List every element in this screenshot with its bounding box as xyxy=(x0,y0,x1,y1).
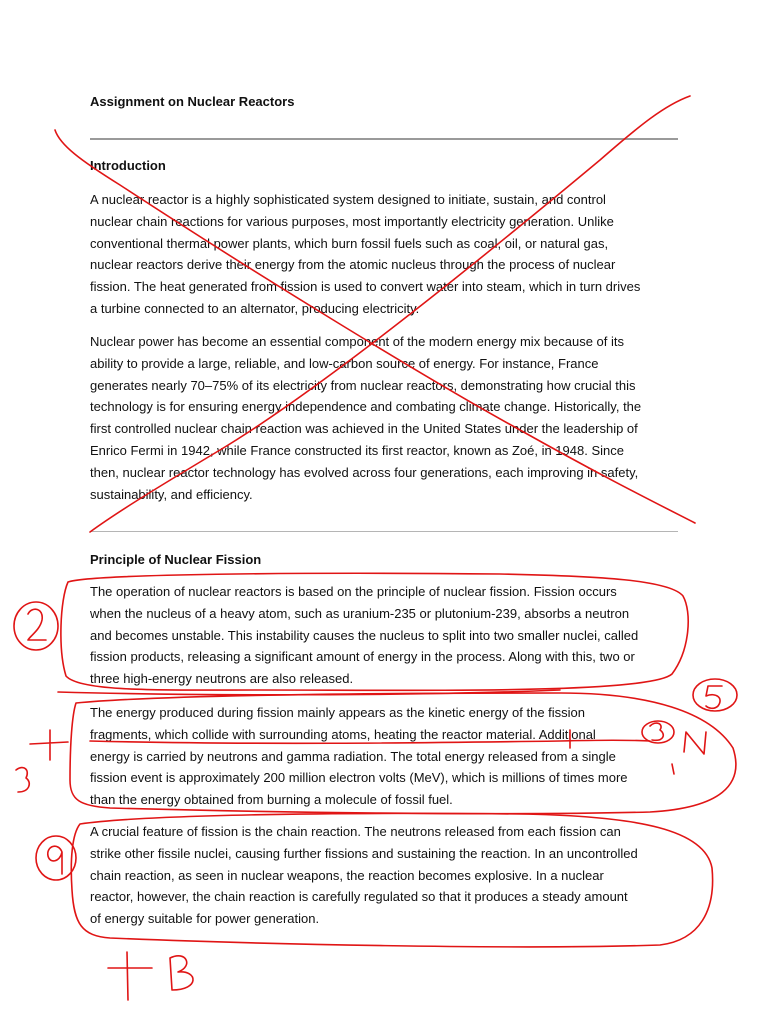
text-line: first controlled nuclear chain reaction was achieved in the United States under the leadership of xyxy=(90,421,638,437)
letter-n xyxy=(684,732,706,754)
text-line: nuclear reactors derive their energy from the atomic nucleus through the process of nuclear xyxy=(90,257,616,273)
text-line: fission. The heat generated from fission is used to convert water into steam, which in turn drives xyxy=(90,279,641,295)
principle-paragraph-1 xyxy=(90,581,682,690)
text-line: and becomes unstable. This instability causes the nucleus to split into two smaller nuclei, called xyxy=(90,627,639,643)
text-line: fragments, which collide with surrounding atoms, heating the reactor material. Additional xyxy=(90,726,596,742)
text-line: when the nucleus of a heavy atom, such as uranium-235 or plutonium-239, absorbs a neutron xyxy=(90,605,630,621)
text-line: reactor, however, the chain reaction is carefully regulated so that it produces a steady amount xyxy=(90,889,628,905)
text-line: A nuclear reactor is a highly sophisticated system designed to initiate, sustain, and control xyxy=(90,192,606,207)
text-line: conventional thermal power plants, which burn fossil fuels such as coal, oil, or natural gas, xyxy=(90,235,609,251)
text-line: three high-energy neutrons are also released. xyxy=(90,671,354,687)
text-line: then, nuclear reactor technology has evolved across four generations, each improving in safety, xyxy=(90,464,639,480)
text-line: of energy suitable for power generation. xyxy=(90,911,320,927)
text-line: The energy produced during fission mainly appears as the kinetic energy of the fission xyxy=(90,705,586,720)
text-line: A crucial feature of fission is the chain reaction. The neutrons released from each fission can xyxy=(90,824,621,839)
text-line: generates nearly 70–75% of its electricity from nuclear reactors, demonstrating how crucial this xyxy=(90,377,636,393)
circle-mark-3 xyxy=(693,679,737,711)
principle-paragraph-2 xyxy=(90,702,682,811)
digit-five xyxy=(706,686,722,708)
text-line: a turbine connected to an alternator, producing electricity. xyxy=(90,300,420,316)
circle-mark-2 xyxy=(36,836,76,880)
text-line: fission products, releasing a significant amount of energy in the process. Along with this, two or xyxy=(90,649,635,665)
digit-three-1 xyxy=(16,768,29,792)
text-line: ability to provide a large, reliable, and low-carbon source of energy. For instance, France xyxy=(90,355,599,371)
text-line: energy is carried by neutrons and gamma radiation. The total energy released from a single xyxy=(90,748,616,764)
text-line: nuclear chain reactions for various purposes, most importantly electricity generation. Unlike xyxy=(90,213,614,229)
section-divider xyxy=(90,531,678,532)
document-title: Assignment on Nuclear Reactors xyxy=(90,94,295,109)
plus-mark-1 xyxy=(30,730,68,760)
principle-paragraph-3 xyxy=(90,821,682,930)
title-divider xyxy=(90,138,678,140)
text-line: sustainability, and efficiency. xyxy=(90,486,253,502)
text-line: technology is for ensuring energy independence and combating climate change. Historically, the xyxy=(90,399,642,415)
text-line: Enrico Fermi in 1942, while France constructed its first reactor, known as Zoé, in 1948. Since xyxy=(90,442,624,458)
divider-stroke xyxy=(58,690,560,695)
digit-nine xyxy=(48,846,62,874)
plus-mark-2 xyxy=(108,952,152,1000)
digit-two xyxy=(28,609,46,640)
letter-b xyxy=(170,956,193,990)
circle-mark-1 xyxy=(14,602,58,650)
text-line: The operation of nuclear reactors is based on the principle of nuclear fission. Fission occurs xyxy=(90,584,617,599)
introduction-paragraph-2 xyxy=(90,331,682,505)
text-line: than the energy obtained from burning a molecule of fossil fuel. xyxy=(90,792,453,808)
text-line: chain reaction, as seen in nuclear weapons, the reaction becomes explosive. In a nuclear xyxy=(90,867,604,883)
introduction-heading: Introduction xyxy=(90,158,166,173)
text-line: Nuclear power has become an essential component of the modern energy mix because of its xyxy=(90,334,625,349)
introduction-paragraph-1 xyxy=(90,189,682,320)
principle-heading: Principle of Nuclear Fission xyxy=(90,552,262,567)
text-line: strike other fissile nuclei, causing further fissions and sustaining the reaction. In an uncontrolled xyxy=(90,845,638,861)
text-line: fission event is approximately 200 million electron volts (MeV), which is millions of times more xyxy=(90,770,628,786)
